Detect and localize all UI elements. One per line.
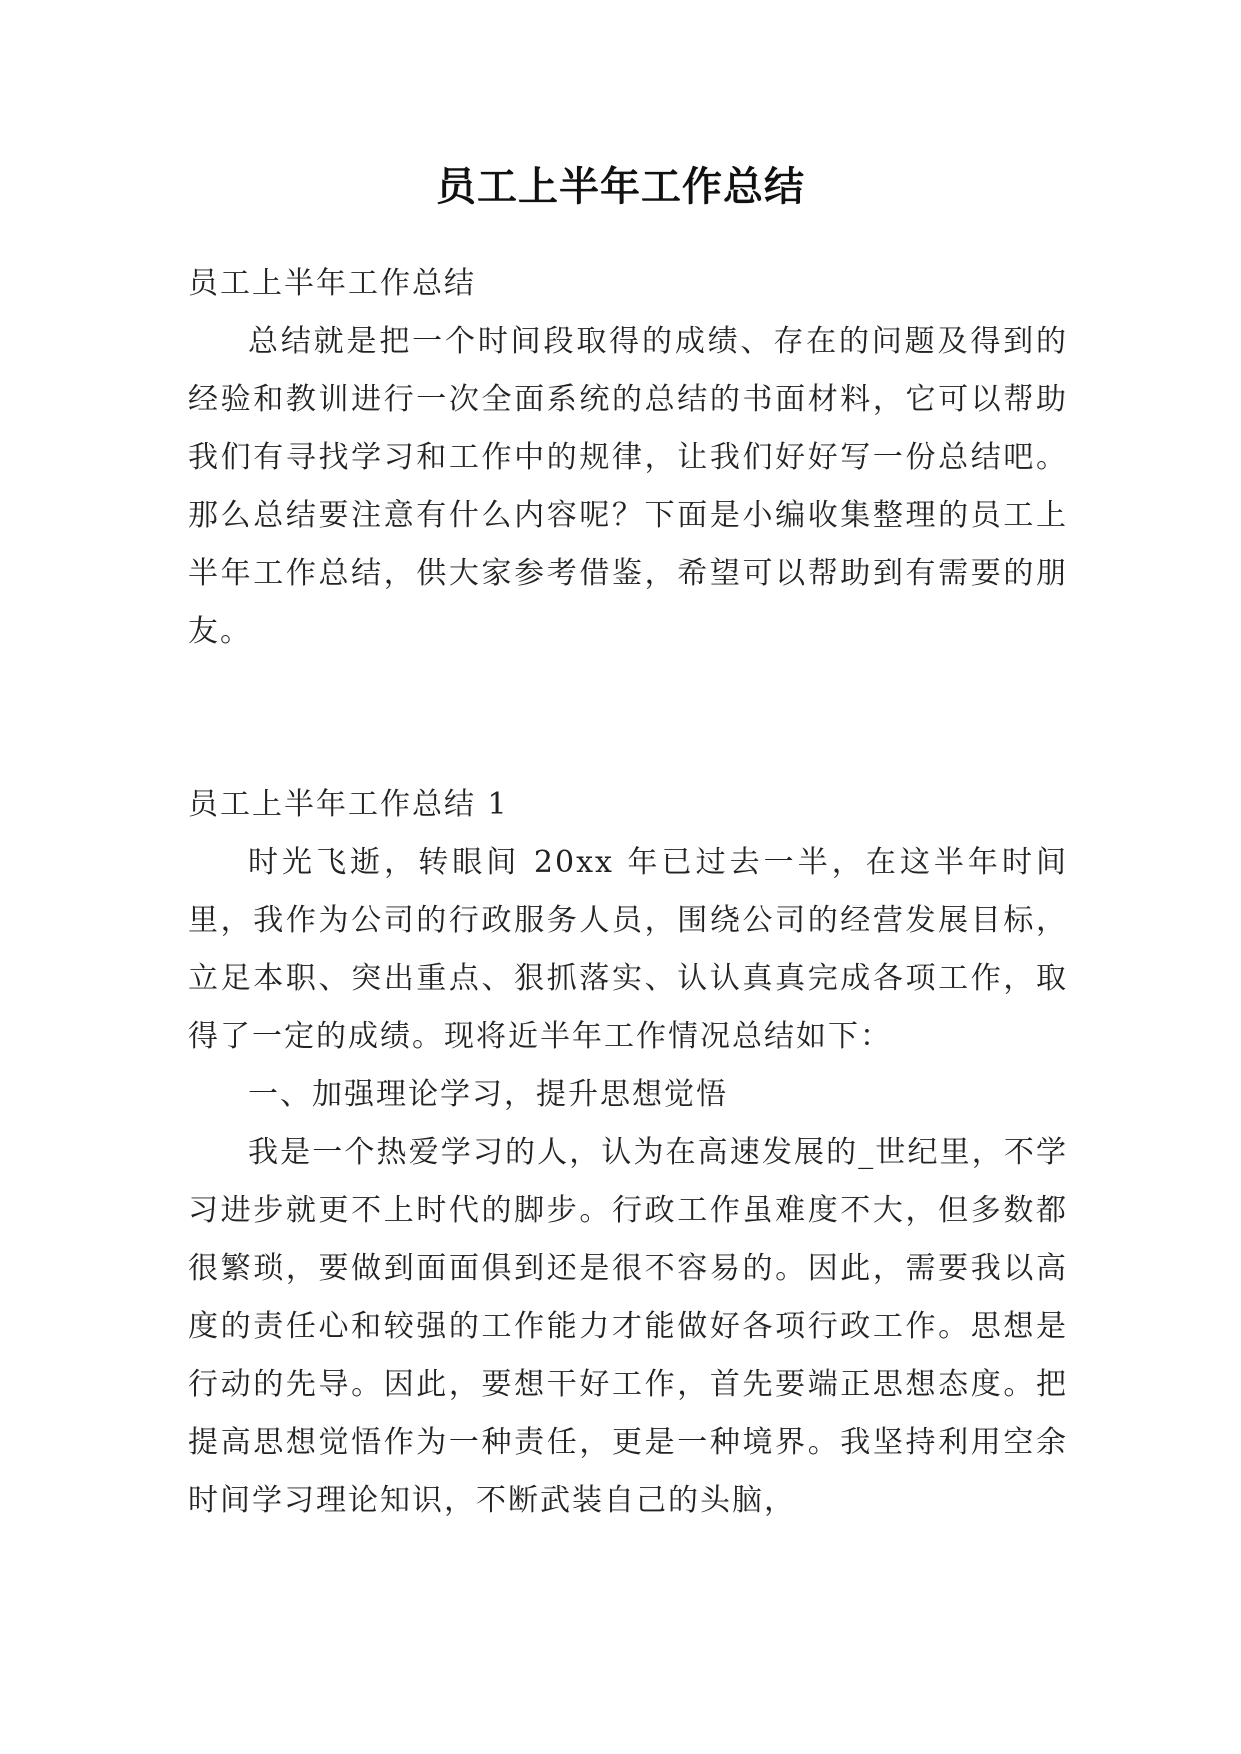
document-title: 员工上半年工作总结 <box>436 163 805 210</box>
intro-section <box>188 255 1068 661</box>
section-1 <box>188 776 1068 1530</box>
intro-heading: 员工上半年工作总结 <box>188 266 476 301</box>
section-1-subheading: 一、加强理论学习，提升思想觉悟 <box>248 1077 728 1112</box>
section-1-heading: 员工上半年工作总结 1 <box>188 787 509 822</box>
section-1-paragraph-2: 我是一个热爱学习的人，认为在高速发展的_世纪里，不学习进步就更不上时代的脚步。行政工作虽难度不大，但多数都很繁琐，要做到面面俱到还是很不容易的。因此，需要我以高度的责任心和较强的工作能力才能做好各项行政工作。思想是行动的先导。因此，要想干好工作，首先要端正思想态度。把提高思想觉悟作为一种责任，更是一种境界。我坚持利用空余时间学习理论知识，不断武装自己的头脑， <box>188 1135 1068 1518</box>
intro-paragraph: 总结就是把一个时间段取得的成绩、存在的问题及得到的经验和教训进行一次全面系统的总结的书面材料，它可以帮助我们有寻找学习和工作中的规律，让我们好好写一份总结吧。那么总结要注意有什么内容呢？下面是小编收集整理的员工上半年工作总结，供大家参考借鉴，希望可以帮助到有需要的朋友。 <box>188 324 1068 649</box>
section-1-paragraph-1: 时光飞逝，转眼间 20xx 年已过去一半，在这半年时间里，我作为公司的行政服务人员，围绕公司的经营发展目标，立足本职、突出重点、狠抓落实、认认真真完成各项工作，取得了一定的成绩。现将近半年工作情况总结如下： <box>188 845 1068 1054</box>
